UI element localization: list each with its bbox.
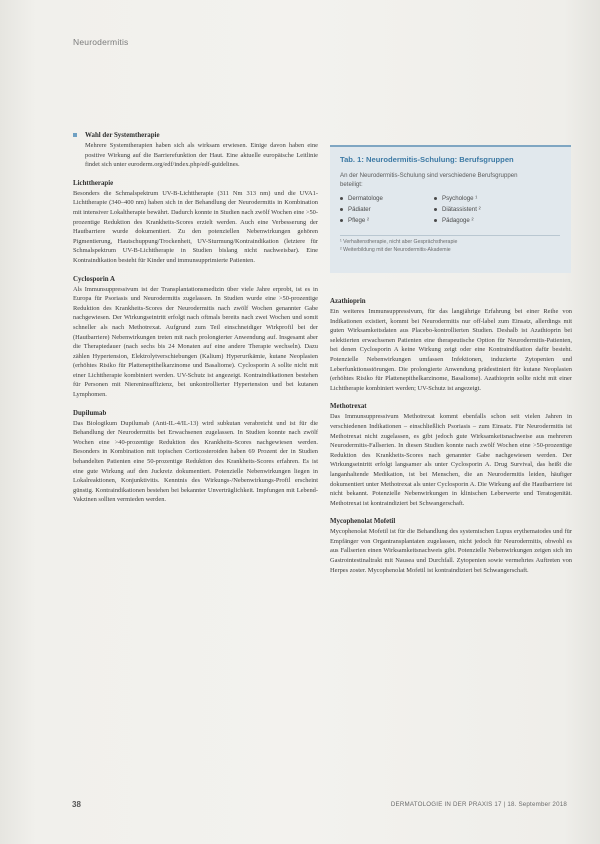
table-item: Dermatologe (340, 195, 434, 203)
section-title: Methotrexat (330, 403, 367, 411)
table-description: An der Neurodermitis-Schulung sind verschiedene Berufsgruppen beteiligt: (340, 172, 518, 188)
table-items (340, 195, 560, 225)
left-column (73, 131, 318, 514)
section-text: Das Immunsuppressivum Methotrexat kommt ebenfalls schon seit vielen Jahren in verschiedenen Indikationen – einschließlich Psoriasis – zum Einsatz. Für Neurodermitis ist Methotrexat nicht zugelassen, es gibt jedoch gute Wirksamkeitsnachweise aus mehreren Neurodermitis-Fallserien. In diesen Studien konnte nach zwölf Wochen eine >50-prozentige Reduktion des Krankheits-Scores nach genannter Gabe nachgewiesen werden. Der Wirkungseintritt erfolgt langsamer als unter Cyclosporin A. Drug Survival, das heißt die langanhaltende Medikation, ist bei Menschen, die an Neurodermitis leiden, häufiger dokumentiert unter Methotrexat als unter Cyclosporin A. Die Wirkung auf die Hautbarriere ist nicht bekannt. Potenzielle Nebenwirkungen in klinischen Leberwerte und Teratogenität. Methotrexat ist kontraindiziert bei Schwangerschaft. (330, 413, 572, 507)
section-text: Mehrere Systemtherapien haben sich als wirksam erwiesen. Einige davon haben eine positive Wirkung auf die Barrierefunktion der Haut. Eine aktuelle europäische Leitlinie findet sich unter euroderm.org/edf/index.php/edf-guidelines. (85, 142, 318, 169)
journal-issue: 17 | 18. September 2018 (494, 801, 567, 808)
section-mycophenolat (330, 517, 572, 575)
table-box (330, 145, 571, 273)
section-text: Besonders die Schmalspektrum UV-B-Lichttherapie (311 Nm 313 nm) und die UVA1-Lichttherapie (340–400 nm) haben sich in der Behandlung der Neurodermitis in Kombination mit intensiver Lokaltherapie bewährt. Dadurch konnte in Studien nach zwölf Wochen eine >50-prozentige Reduktion des Krankheits-Scores erzielt werden. Auch eine Verbesserung der Hautbarriere wurde dokumentiert. Zu den potenziellen Nebenwirkungen gehören Pigmentierung, Hautschuppung/Trockenheit, UV-Sturmung/Kontraindikation (letztere für Schmalspektrum UV-B-Lichttherapie in Studien bislang nicht nachweisbar). Eine Kontraindikation besteht für Kinder und immunsupprimierte Patienten. (73, 189, 318, 264)
section-text: Mycophenolat Mofetil ist für die Behandlung des systemischen Lupus erythematodes und für Empfänger von Organtransplantaten zugelassen, nicht jedoch für Neurodermitis, obwohl es aus Fallserien einen Wirksamkeitsnachweis gibt. Potenzielle Nebenwirkungen zeigen sich im Gastrointestinaltrakt mit Nausea und Durchfall. Zytopenien sowie vermehrtes Auftreten von Herpes zoster. Mycophenolat Mofetil ist kontraindiziert bei Schwangerschaft. (330, 528, 572, 574)
section-azathioprin (330, 297, 572, 393)
section-title: Cyclosporin A (73, 275, 115, 283)
table-footnote: ² Weiterbildung mit der Neurodermitis-Akademie (340, 246, 451, 253)
section-title: Azathioprin (330, 298, 366, 305)
page-number: 38 (72, 800, 81, 809)
table-item: Diätassistent ² (434, 206, 544, 214)
section-header: Neurodermitis (73, 37, 129, 47)
table-item: Psychologe ¹ (434, 195, 544, 203)
table-footnotes (340, 239, 560, 254)
table-title: Tab. 1: Neurodermitis-Schulung: Berufsgruppen (340, 155, 514, 164)
section-title: Mycophenolat Mofetil (330, 518, 396, 526)
table-item: Pflege ² (340, 217, 434, 225)
section-title: Lichttherapie (73, 179, 114, 187)
section-systemtherapie (73, 131, 318, 170)
section-title: Dupilumab (73, 409, 107, 417)
section-dupilumab (73, 409, 318, 505)
section-text: Ein weiteres Immunsuppressivum, für das langjährige Erfahrung bei einer Reihe von Indikationen existiert, kommt bei Neurodermitis nur off-label zum Einsatz, allerdings mit guten Wirksamkeitsdaten aus Placebo-kontrollierten Studien. Deshalb ist Azathioprin bei selektierten erwachsenen Patienten eine therapeutische Option für Neurodermitis-Patienten, bei denen Cyclosporin A keine Wirkung zeigt oder eine Kontraindikation dafür besteht. Potenzielle Nebenwirkungen umfassen Infektionen, induzierte Zytopenien und Leberfunktionsstörungen. Die prolongierte Anwendung prädestiniert für kutane Neoplasien (erhöhtes Risiko für Plattenepithelkarzinome, Basaliome). Azathioprin sollte nicht mit einer Lichttherapie kombiniert werden; UV-Schutz ist angezeigt. (330, 308, 572, 392)
section-cyclosporin (73, 275, 318, 400)
section-methotrexat (330, 402, 572, 508)
table-item: Pädagoge ² (434, 217, 544, 225)
journal-name: DERMATOLOGIE IN DER PRAXIS (390, 801, 493, 808)
section-text: Als Immunsuppressivum ist der Transplantationsmedizin über viele Jahre erprobt, ist es in Europa für Psoriasis und Neurodermitis zugelassen. In Studien wurde eine >50-prozentige Reduktion des Krankheits-Scores der Neurodermitis nach zwölf Wochen genannter Gabe nachgewiesen. Der Wirkungseintritt erfolgt nach oftmals bereits nach zwei Wochen und somit schneller als nach Methotrexat. Aufgrund zum Teil einschneidiger Wirkprofil bei der (Hautbarriere) Nebenwirkungen treten mit nach prolongierter Anwendung auf. Insgesamt aber die Therapiedauer (nach sechs bis 24 Monaten auf eine andere Therapie wechseln). Dazu zählen Hypertension, Elektrolytverschiebungen (Kalium) Hyperurikämie, kutane Neoplasien (erhöhtes Risiko für Plattenepithelkarzinome und Basaliome). Cyclosporin A sollte nicht mit einer Lichttherapie kombiniert werden. UV-Schutz ist angezeigt. Kontraindikationen bestehen für Personen mit Niereninsuffizienz, bei unkontrollierter Hypertension und bei kutanen Lymphomen. (73, 285, 318, 399)
section-text: Das Biologikum Dupilumab (Anti-IL-4/IL-13) wird subkutan verabreicht und ist für die Behandlung der Neurodermitis bei Erwachsenen zugelassen. In Studien konnte nach zwölf Wochen eine >40-prozentige Reduktion des Krankheits-Scores nachgewiesen werden. Besonders in Kombination mit topischen Corticosteroiden haben 69 Prozent der in Studien behandelten Patienten eine 50-prozentige Reduktion des Krankheits-Scores erfahren. Es ist eine gute Wirkung auf den Juckreiz dokumentiert. Potenzielle Nebenwirkungen liegen in Lokalreaktionen, Konjunktivitis. Kenntnis des Wirkungs-/Nebenwirkungs-Profil erscheint günstig. Kontraindikationen bestehen bei bekannter Unverträglichkeit. Impfungen mit Lebend-Vakzinen sollten vermieden werden. (73, 419, 318, 504)
square-bullet-icon (73, 133, 77, 137)
table-footnote: ¹ Verhaltenstherapie, nicht aber Gesprächstherapie (340, 239, 458, 245)
section-title: Wahl der Systemtherapie (85, 132, 160, 139)
section-lichttherapie (73, 179, 318, 266)
journal-footer (391, 801, 567, 808)
table-divider (340, 235, 560, 236)
table-item: Pädiater (340, 206, 434, 214)
right-column (330, 297, 572, 584)
